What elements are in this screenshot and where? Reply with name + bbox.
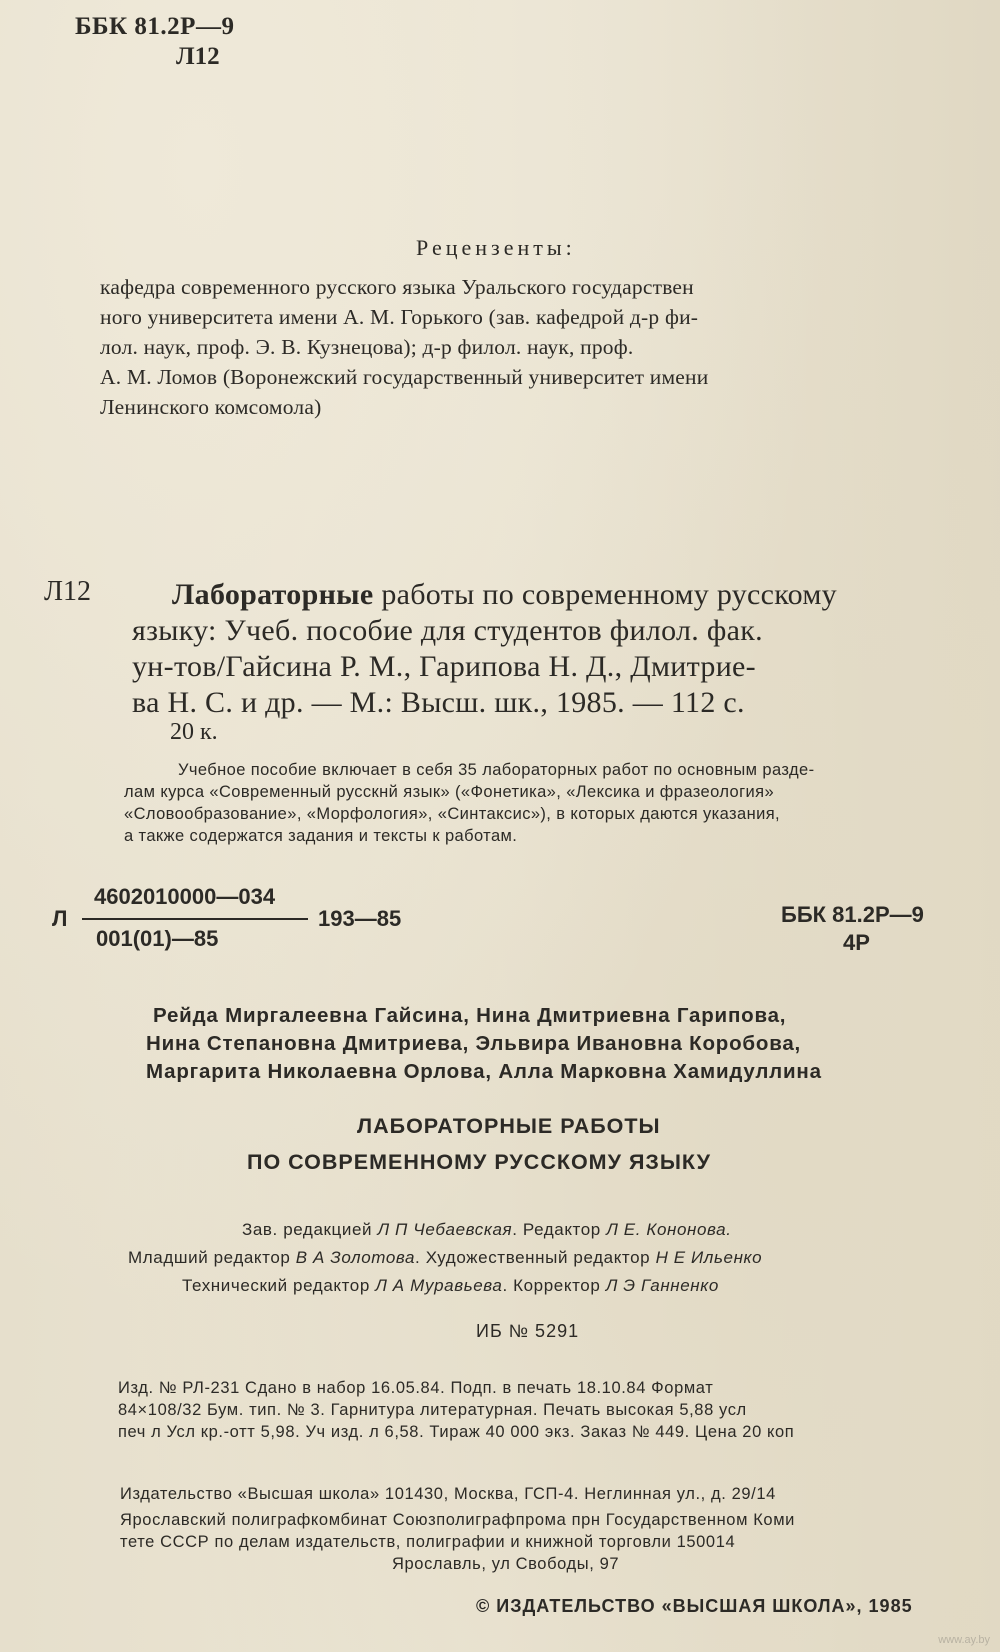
reviewers-line: Ленинского комсомола) <box>100 395 322 419</box>
credit-label: Зав. редакцией <box>242 1220 378 1239</box>
credits-line-3 <box>182 1276 719 1296</box>
catalog-line-1 <box>172 578 837 612</box>
credit-name: Н Е Ильенко <box>655 1248 763 1267</box>
reviewers-line: А. М. Ломов (Воронежский государственный университет имени <box>100 365 709 389</box>
credit-name: Л П Чебаевская <box>377 1220 513 1239</box>
reviewers-heading: Рецензенты: <box>416 235 576 260</box>
publisher-line: тете СССР по делам издательств, полиграфии и книжной торговли 150014 <box>120 1533 736 1551</box>
credits-line-2 <box>128 1248 762 1268</box>
book-title-line-2: ПО СОВРЕМЕННОМУ РУССКОМУ ЯЗЫКУ <box>247 1150 711 1174</box>
credit-name: Л Э Ганненко <box>605 1276 719 1295</box>
code-denominator: 001(01)—85 <box>96 926 219 951</box>
imprint-line: Изд. № РЛ-231 Сдано в набор 16.05.84. Подп. в печать 18.10.84 Формат <box>118 1379 714 1397</box>
code-fraction-rule <box>82 918 308 920</box>
credit-label: Младший редактор <box>128 1248 296 1267</box>
code-middle: 193—85 <box>318 906 402 931</box>
ib-number: ИБ № 5291 <box>476 1321 580 1341</box>
author-mark-top: Л12 <box>176 43 220 70</box>
credit-label: Технический редактор <box>182 1276 376 1295</box>
publisher-line: Ярославль, ул Свободы, 97 <box>392 1555 620 1573</box>
reviewers-line: кафедра современного русского языка Уральского государствен <box>100 275 694 299</box>
credit-name: Л А Муравьева <box>375 1276 503 1295</box>
catalog-price: 20 к. <box>170 719 218 745</box>
code-numerator: 4602010000—034 <box>94 884 276 909</box>
watermark: www.ay.by <box>938 1634 990 1646</box>
copyright: © ИЗДАТЕЛЬСТВО «ВЫСШАЯ ШКОЛА», 1985 <box>476 1596 913 1616</box>
authors-line: Рейда Миргалеевна Гайсина, Нина Дмитриевна Гарипова, <box>153 1004 787 1027</box>
credit-label: . Корректор <box>502 1276 606 1295</box>
reviewers-line: лол. наук, проф. Э. В. Кузнецова); д-р филол. наук, проф. <box>100 335 634 359</box>
abstract-line: лам курса «Современный русскнй язык» («Фонетика», «Лексика и фразеология» <box>124 783 775 801</box>
imprint-line: 84×108/32 Бум. тип. № 3. Гарнитура литературная. Печать высокая 5,88 усл <box>118 1401 747 1419</box>
abstract-line: а также содержатся задания и тексты к работам. <box>124 827 518 845</box>
catalog-line-4: ва Н. С. и др. — М.: Высш. шк., 1985. — 112 с. <box>132 686 745 719</box>
credit-name: Л Е. Кононова. <box>606 1220 732 1239</box>
code-letter: Л <box>52 906 68 931</box>
catalog-title-word: Лабораторные <box>172 578 374 611</box>
credit-label: . Редактор <box>512 1220 607 1239</box>
credit-name: В А Золотова <box>295 1248 416 1267</box>
code-bbk-secondary: 4Р <box>843 930 870 955</box>
catalog-line-2: языку: Учеб. пособие для студентов филол. фак. <box>132 614 763 647</box>
book-title-line-1: ЛАБОРАТОРНЫЕ РАБОТЫ <box>357 1114 661 1138</box>
code-bbk: ББК 81.2Р—9 <box>781 902 924 927</box>
imprint-line: печ л Усл кр.-отт 5,98. Уч изд. л 6,58. Тираж 40 000 экз. Заказ № 449. Цена 20 коп <box>118 1423 795 1441</box>
catalog-line-1-rest: работы по современному русскому <box>373 578 837 611</box>
catalog-line-3: ун-тов/Гайсина Р. М., Гарипова Н. Д., Дмитрие- <box>132 650 756 683</box>
bbk-code-top: ББК 81.2Р—9 <box>75 13 235 40</box>
publisher-line: Издательство «Высшая школа» 101430, Москва, ГСП-4. Неглинная ул., д. 29/14 <box>120 1485 776 1503</box>
catalog-index: Л12 <box>44 576 91 607</box>
abstract-line: Учебное пособие включает в себя 35 лабораторных работ по основным разде- <box>178 761 815 779</box>
reviewers-line: ного университета имени А. М. Горького (зав. кафедрой д-р фи- <box>100 305 699 329</box>
authors-line: Нина Степановна Дмитриева, Эльвира Ивановна Коробова, <box>146 1032 802 1055</box>
abstract-line: «Словообразование», «Морфология», «Синтаксис»), в которых даются указания, <box>124 805 781 823</box>
credits-line-1 <box>242 1220 732 1240</box>
publisher-line: Ярославский полиграфкомбинат Союзполиграфпрома прн Государственном Коми <box>120 1511 795 1529</box>
authors-line: Маргарита Николаевна Орлова, Алла Марковна Хамидуллина <box>146 1060 822 1083</box>
credit-label: . Художественный редактор <box>415 1248 656 1267</box>
